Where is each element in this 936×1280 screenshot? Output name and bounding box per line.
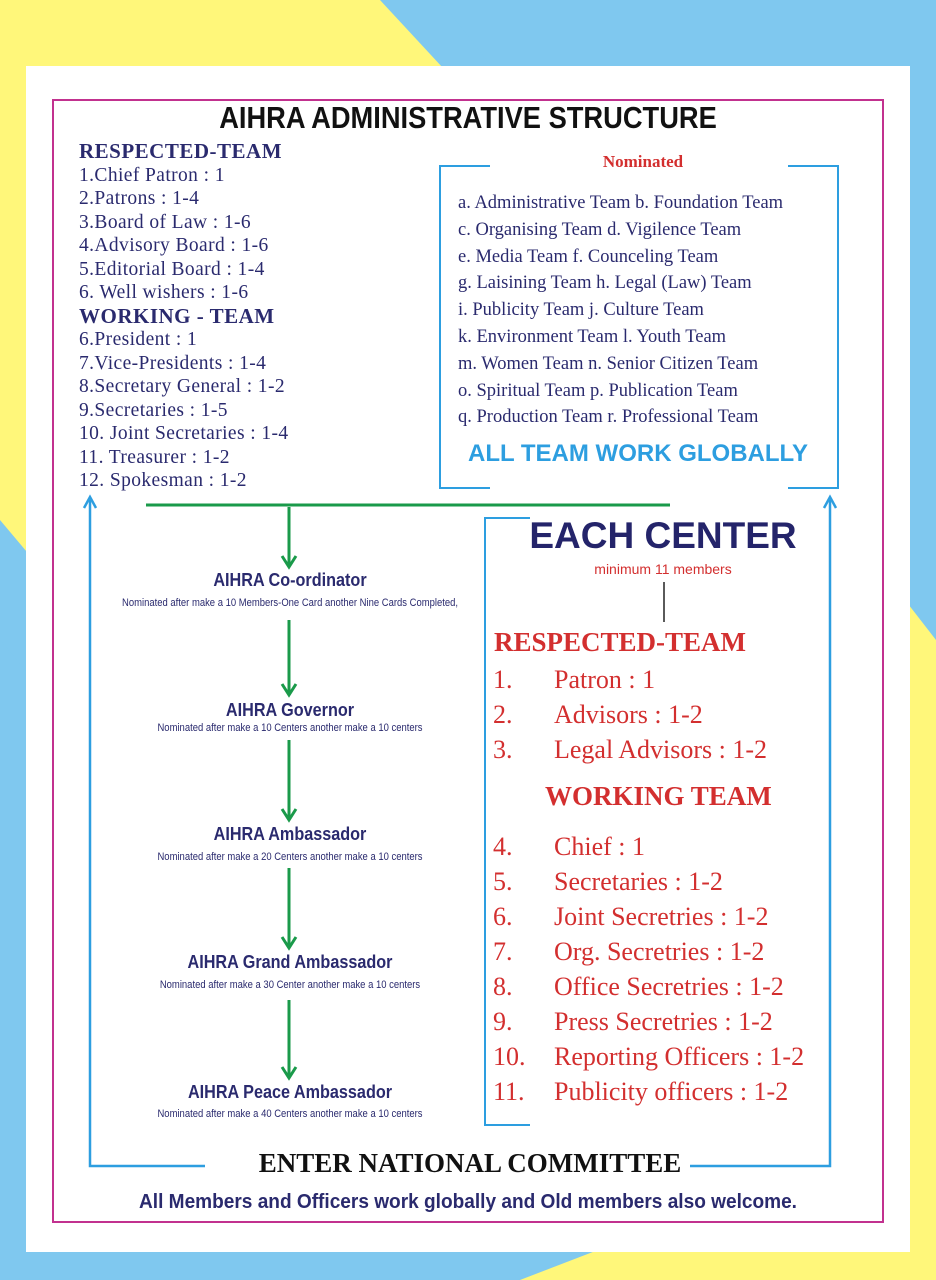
respected-team-heading: RESPECTED-TEAM bbox=[79, 139, 283, 163]
list-item: 10. Joint Secretaries : 1-4 bbox=[79, 423, 289, 444]
list-item: 6. Well wishers : 1-6 bbox=[79, 282, 249, 303]
each-center-heading: EACH CENTER bbox=[529, 515, 797, 556]
ladder-step-note: Nominated after make a 20 Centers another make a 10 centers bbox=[157, 851, 423, 863]
list-item: a. Administrative Team b. Foundation Team bbox=[458, 193, 784, 213]
list-item: m. Women Team n. Senior Citizen Team bbox=[458, 353, 759, 374]
list-item: i. Publicity Team j. Culture Team bbox=[458, 300, 704, 321]
list-item: 3.Board of Law : 1-6 bbox=[79, 211, 252, 233]
ladder-step-title: AIHRA Governor bbox=[225, 700, 355, 720]
list-item: 7.Vice-Presidents : 1-4 bbox=[79, 352, 267, 374]
list-item: q. Production Team r. Professional Team bbox=[458, 407, 759, 428]
list-item: 8.Secretary General : 1-2 bbox=[79, 376, 285, 397]
list-item: 4.Advisory Board : 1-6 bbox=[79, 235, 269, 256]
list-item: 11. Treasurer : 1-2 bbox=[79, 446, 230, 468]
nominated-team-list bbox=[458, 190, 783, 431]
list-item: 5.Editorial Board : 1-4 bbox=[79, 258, 265, 280]
list-item: c. Organising Team d. Vigilence Team bbox=[458, 219, 742, 240]
ladder-step-note: Nominated after make a 10 Members-One Card another Nine Cards Completed, bbox=[122, 597, 458, 609]
each-center-subheading: minimum 11 members bbox=[594, 561, 732, 577]
list-item: k. Environment Team l. Youth Team bbox=[458, 326, 727, 347]
ladder-step-title: AIHRA Ambassador bbox=[213, 824, 367, 844]
center-working-heading: WORKING TEAM bbox=[545, 781, 772, 811]
ladder-step-note: Nominated after make a 10 Centers another make a 10 centers bbox=[157, 722, 423, 734]
list-item: 1.Chief Patron : 1 bbox=[79, 164, 225, 186]
list-item: 12. Spokesman : 1-2 bbox=[79, 470, 247, 491]
list-item: g. Laisining Team h. Legal (Law) Team bbox=[458, 273, 752, 294]
center-respected-heading: RESPECTED-TEAM bbox=[494, 627, 747, 657]
ladder-step-note: Nominated after make a 30 Center another make a 10 centers bbox=[159, 979, 421, 991]
list-item: 2.Patrons : 1-4 bbox=[79, 188, 200, 209]
list-item: o. Spiritual Team p. Publication Team bbox=[458, 380, 738, 401]
all-team-global-label: ALL TEAM WORK GLOBALLY bbox=[468, 440, 808, 467]
nominated-heading: Nominated bbox=[602, 152, 684, 171]
ladder-arrows bbox=[282, 507, 296, 1078]
page-title: AIHRA ADMINISTRATIVE STRUCTURE bbox=[219, 100, 717, 135]
ladder-step-title: AIHRA Peace Ambassador bbox=[187, 1082, 393, 1102]
ladder-step-note: Nominated after make a 40 Centers another make a 10 centers bbox=[157, 1108, 423, 1120]
ladder-step-title: AIHRA Grand Ambassador bbox=[187, 952, 393, 972]
list-item: 6.President : 1 bbox=[79, 329, 198, 350]
ladder-step-title: AIHRA Co-ordinator bbox=[213, 570, 367, 590]
working-team-heading: WORKING - TEAM bbox=[79, 303, 275, 328]
footer-note: All Members and Officers work globally and Old members also welcome. bbox=[139, 1190, 797, 1213]
list-item: e. Media Team f. Counceling Team bbox=[458, 246, 719, 267]
list-item: 9.Secretaries : 1-5 bbox=[79, 399, 228, 421]
enter-national-committee: ENTER NATIONAL COMMITTEE bbox=[258, 1148, 682, 1178]
